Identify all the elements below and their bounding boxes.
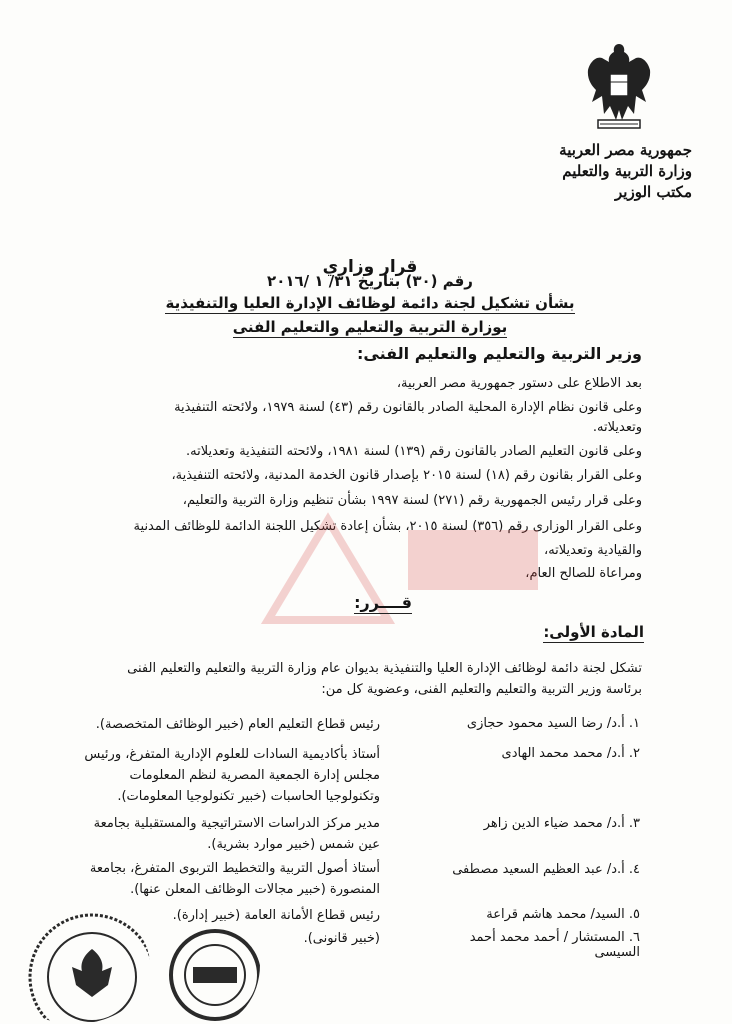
article-intro-line: برئاسة وزير التربية والتعليم والتعليم الفنى، وعضوية كل من: [321,682,642,697]
preamble-line: وعلى القرار الوزارى رقم (٣٥٦) لسنة ٢٠١٥، بشأن إعادة تشكيل اللجنة الدائمة للوظائف المدنية [133,519,642,534]
round-stamp-icon [165,905,260,1024]
decree-title: قرار وزاري [322,257,418,277]
preamble-line: ومراعاة للصالح العام، [525,566,642,581]
member-role: رئيس قطاع التعليم العام (خبير الوظائف المتخصصة). [95,717,380,732]
member-name: ٥. السيد/ محمد هاشم قراعة [486,907,640,922]
member-name: ٣. أ.د/ محمد ضياء الدين زاهر [483,816,640,831]
member-name: ٢. أ.د/ محمد محمد الهادى [501,746,640,761]
header-office: مكتب الوزير [615,183,692,201]
member-role: مدير مركز الدراسات الاستراتيجية والمستقبلية بجامعة عين شمس (خبير موارد بشرية). [93,816,380,852]
decided-heading: قــــرر: [354,593,412,612]
member-role: أستاذ بأكاديمية السادات للعلوم الإدارية المتفرغ، ورئيس مجلس إدارة الجمعية المصرية لنظم المعلومات وتكنولوجيا الحاسبات (خبير تكنولوجيا المعلومات). [84,747,380,804]
decree-subject-line2: بوزارة التربية والتعليم والتعليم الفنى [232,318,508,336]
preamble-line: والقيادية وتعديلاته، [544,543,642,558]
header-country: جمهورية مصر العربية [559,141,692,159]
egypt-eagle-emblem-icon [582,40,656,132]
decree-subject-line1: بشأن تشكيل لجنة دائمة لوظائف الإدارة العليا والتنفيذية [165,294,575,312]
member-role: أستاذ أصول التربية والتخطيط التربوى المتفرغ، بجامعة المنصورة (خبير مجالات الوظائف المعلن عنها). [89,861,380,897]
minister-heading: وزير التربية والتعليم والتعليم الفنى: [357,344,642,363]
article-intro-line: تشكل لجنة دائمة لوظائف الإدارة العليا والتنفيذية بديوان عام وزارة التربية والتعليم والتعليم الفنى [127,661,642,676]
member-name: ١. أ.د/ رضا السيد محمود حجازى [466,716,640,731]
member-name: ٤. أ.د/ عبد العظيم السعيد مصطفى [452,862,640,877]
preamble-line: وعلى قرار رئيس الجمهورية رقم (٢٧١) لسنة ١٩٩٧ بشأن تنظيم وزارة التربية والتعليم، [182,493,642,508]
member-name: ٦. المستشار / أحمد محمد أحمد السيسى [469,930,640,960]
decree-number: رقم (٣٠) بتاريخ ٣١/ ١ /٢٠١٦ [267,272,473,290]
article-one-heading: المادة الأولى: [543,623,644,641]
preamble-line: بعد الاطلاع على دستور جمهورية مصر العربية، [396,376,642,391]
header-ministry: وزارة التربية والتعليم [562,162,692,180]
official-seal-icon [0,905,150,1024]
ministry-header [492,140,692,203]
preamble-line: وعلى قانون التعليم الصادر بالقانون رقم (١٣٩) لسنة ١٩٨١، ولائحته التنفيذية وتعديلاته. [185,444,642,459]
preamble-line: وعلى القرار بقانون رقم (١٨) لسنة ٢٠١٥ بإصدار قانون الخدمة المدنية، ولائحته التنفيذية، [171,468,642,483]
member-role: (خبير قانونى). [303,931,380,946]
preamble-line: وعلى قانون نظام الإدارة المحلية الصادر بالقانون رقم (٤٣) لسنة ١٩٧٩، ولائحته التنفيذية [174,400,642,415]
article-intro [57,658,642,700]
preamble-line: وتعديلاته. [592,420,642,435]
member-role: رئيس قطاع الأمانة العامة (خبير إدارة). [172,908,380,923]
